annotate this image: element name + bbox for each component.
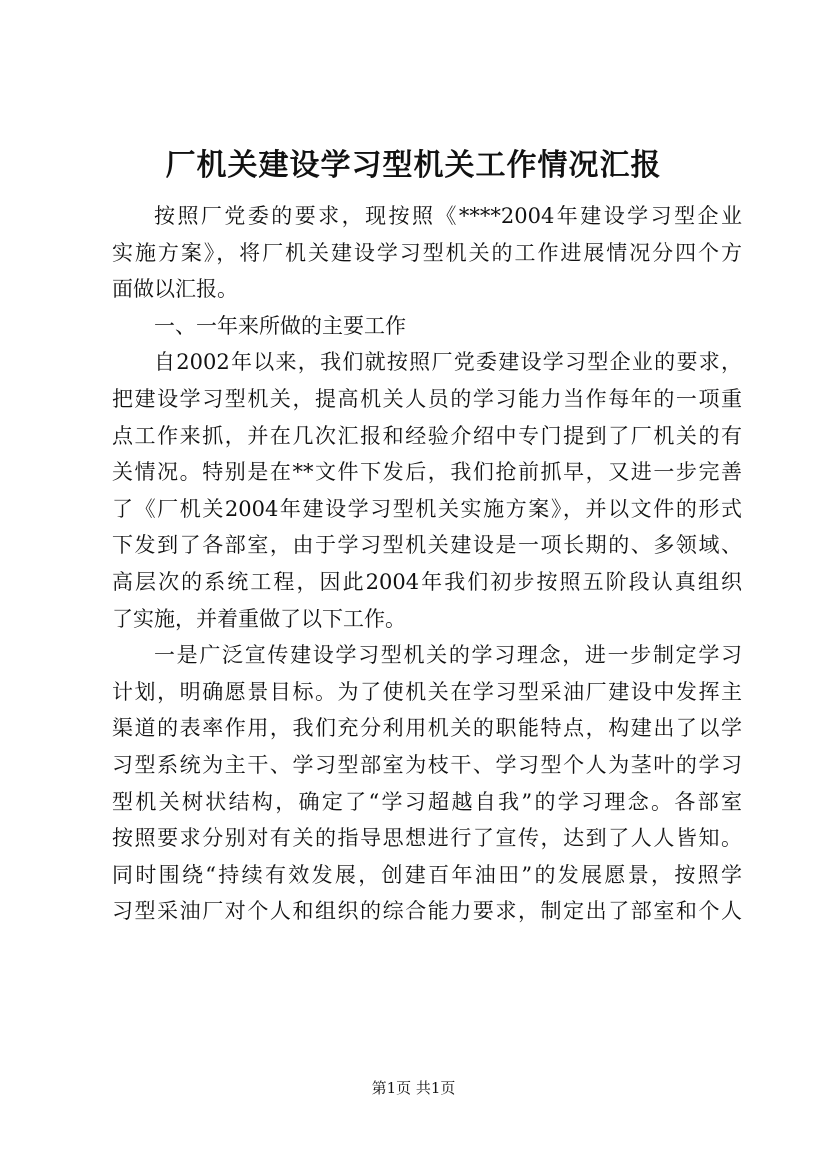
paragraph-line: 习型系统为主干、学习型部室为枝干、学习型个人为茎叶的学习 [112, 752, 742, 777]
paragraph-line: 一是广泛宣传建设学习型机关的学习理念，进一步制定学习 [154, 643, 742, 668]
section-heading: 一、一年来所做的主要工作 [154, 313, 406, 338]
paragraph-line: 点工作来抓，并在几次汇报和经验介绍中专门提到了厂机关的有 [112, 423, 742, 448]
paragraph-line: 了《厂机关2004年建设学习型机关实施方案》，并以文件的形式 [112, 496, 742, 521]
paragraph-line: 习型采油厂对个人和组织的综合能力要求，制定出了部室和个人 [112, 899, 742, 924]
page-footer: 第1页 共1页 [371, 1079, 456, 1097]
paragraph-line: 实施方案》，将厂机关建设学习型机关的工作进展情况分四个方 [112, 240, 742, 265]
paragraph-line: 高层次的系统工程，因此2004年我们初步按照五阶段认真组织 [112, 569, 742, 594]
paragraph-line: 面做以汇报。 [112, 277, 238, 302]
document-title: 厂机关建设学习型机关工作情况汇报 [165, 148, 662, 183]
paragraph-line: 下发到了各部室，由于学习型机关建设是一项长期的、多领域、 [112, 533, 742, 558]
paragraph-line: 同时围绕“持续有效发展，创建百年油田”的发展愿景，按照学 [112, 862, 742, 887]
paragraph-line: 渠道的表率作用，我们充分利用机关的职能特点，构建出了以学 [112, 716, 742, 741]
paragraph-line: 按照厂党委的要求，现按照《****2004年建设学习型企业 [154, 204, 742, 228]
paragraph-line: 自2002年以来，我们就按照厂党委建设学习型企业的要求， [154, 350, 742, 375]
paragraph-line: 型机关树状结构，确定了“学习超越自我”的学习理念。各部室 [112, 789, 742, 814]
document-body [112, 198, 742, 930]
paragraph-line: 按照要求分别对有关的指导思想进行了宣传，达到了人人皆知。 [112, 826, 742, 851]
paragraph-line: 关情况。特别是在**文件下发后，我们抢前抓早，又进一步完善 [112, 460, 742, 485]
paragraph-line: 计划，明确愿景目标。为了使机关在学习型采油厂建设中发挥主 [112, 679, 742, 704]
paragraph-line: 把建设学习型机关，提高机关人员的学习能力当作每年的一项重 [112, 386, 742, 411]
paragraph-line: 了实施，并着重做了以下工作。 [112, 606, 406, 631]
